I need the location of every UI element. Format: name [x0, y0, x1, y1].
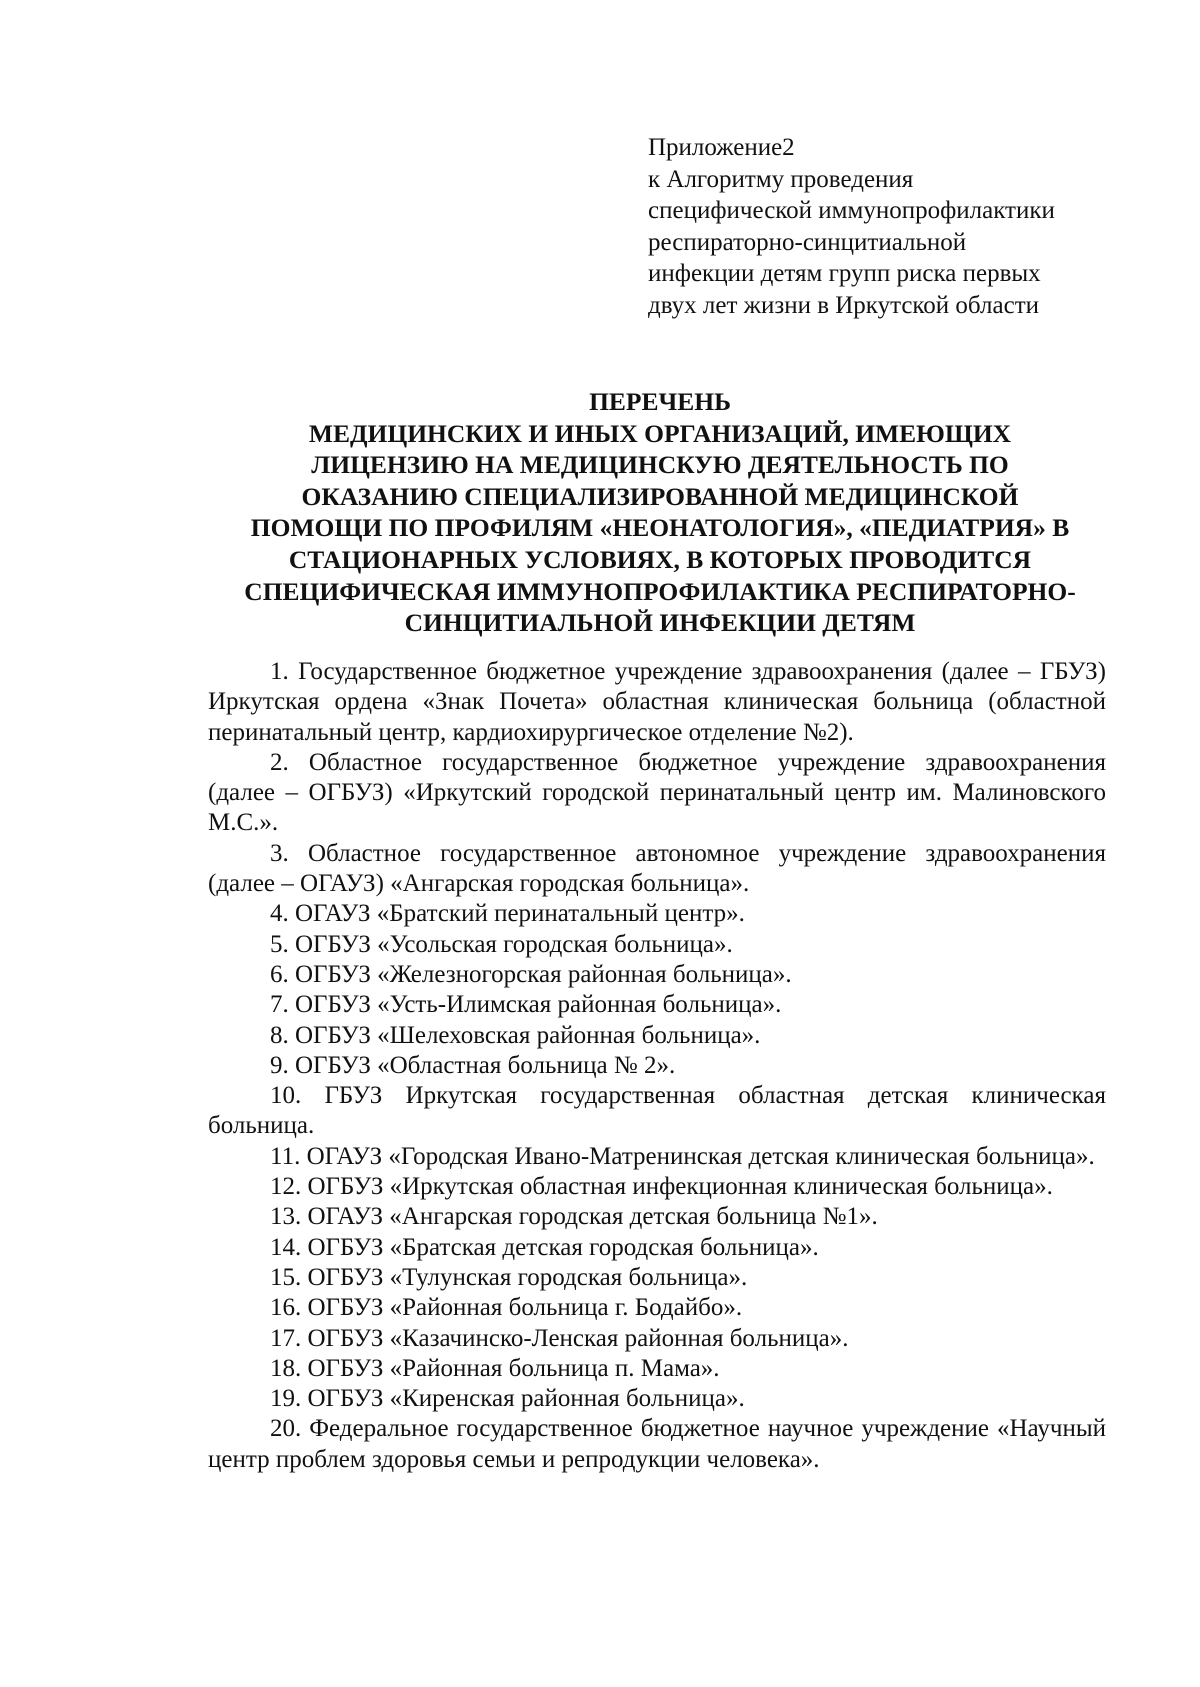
- list-item: 12. ОГБУЗ «Иркутская областная инфекционная клиническая больница».: [270, 1173, 1053, 1201]
- title-line: МЕДИЦИНСКИХ И ИНЫХ ОРГАНИЗАЦИЙ, ИМЕЮЩИХ: [308, 418, 1012, 448]
- appendix-line: к Алгоритму проведения: [648, 165, 914, 193]
- title-line: СИНЦИТИАЛЬНОЙ ИНФЕКЦИИ ДЕТЯМ: [404, 608, 916, 638]
- list-item: 14. ОГБУЗ «Братская детская городская больница».: [270, 1233, 819, 1261]
- list-item: 13. ОГАУЗ «Ангарская городская детская больница №1».: [270, 1203, 878, 1231]
- list-item: 9. ОГБУЗ «Областная больница № 2».: [270, 1051, 676, 1079]
- appendix-line: специфической иммунопрофилактики: [648, 197, 1055, 224]
- list-item: 17. ОГБУЗ «Казачинско-Ленская районная больница».: [270, 1324, 849, 1352]
- appendix-header: [648, 132, 1108, 321]
- list-item: 5. ОГБУЗ «Усольская городская больница».: [270, 930, 733, 958]
- list-item: 19. ОГБУЗ «Киренская районная больница».: [270, 1385, 745, 1413]
- list-item: 11. ОГАУЗ «Городская Ивано-Матренинская детская клиническая больница».: [270, 1142, 1095, 1170]
- list-item: 16. ОГБУЗ «Районная больница г. Бодайбо».: [270, 1294, 743, 1322]
- list-item: 3. Областное государственное автономное учреждение здравоохранения (далее – ОГАУЗ) «Ангарская городская больница».: [208, 839, 1106, 898]
- appendix-line: двух лет жизни в Иркутской области: [648, 291, 1040, 319]
- title-line: СПЕЦИФИЧЕСКАЯ ИММУНОПРОФИЛАКТИКА РЕСПИРАТОРНО-: [244, 576, 1076, 606]
- organization-list: [208, 657, 1106, 1475]
- title-line: ПЕРЕЧЕНЬ: [589, 387, 731, 416]
- list-item: 15. ОГБУЗ «Тулунская городская больница».: [270, 1263, 748, 1291]
- list-item: 2. Областное государственное бюджетное учреждение здравоохранения (далее – ОГБУЗ) «Иркутский городской перинатальный центр им. Малиновского М.С.».: [208, 748, 1106, 837]
- appendix-line: респираторно-синцитиальной: [648, 228, 967, 256]
- list-item: 4. ОГАУЗ «Братский перинатальный центр».: [270, 900, 745, 928]
- appendix-line: инфекции детям групп риска первых: [648, 260, 1041, 287]
- title-line: СТАЦИОНАРНЫХ УСЛОВИЯХ, В КОТОРЫХ ПРОВОДИТСЯ: [288, 544, 1032, 574]
- list-item: 10. ГБУЗ Иркутская государственная областная детская клиническая больница.: [208, 1082, 1106, 1140]
- document-title: [190, 386, 1130, 639]
- list-item: 20. Федеральное государственное бюджетное научное учреждение «Научный центр проблем здоровья семьи и репродукции человека».: [208, 1415, 1106, 1473]
- title-line: ЛИЦЕНЗИЮ НА МЕДИЦИНСКУЮ ДЕЯТЕЛЬНОСТЬ ПО: [311, 450, 1009, 480]
- title-line: ОКАЗАНИЮ СПЕЦИАЛИЗИРОВАННОЙ МЕДИЦИНСКОЙ: [301, 481, 1019, 511]
- list-item: 7. ОГБУЗ «Усть-Илимская районная больница».: [270, 991, 782, 1019]
- list-item: 1. Государственное бюджетное учреждение здравоохранения (далее – ГБУЗ) Иркутская ордена «Знак Почета» областная клиническая больница (областной перинатальный центр, кардиохирургическое отделение №2).: [208, 658, 1106, 746]
- list-item: 6. ОГБУЗ «Железногорская районная больница».: [270, 960, 792, 988]
- list-item: 18. ОГБУЗ «Районная больница п. Мама».: [270, 1354, 720, 1382]
- title-line: ПОМОЩИ ПО ПРОФИЛЯМ «НЕОНАТОЛОГИЯ», «ПЕДИАТРИЯ» В: [250, 513, 1070, 543]
- list-item: 8. ОГБУЗ «Шелеховская районная больница».: [270, 1021, 761, 1049]
- appendix-line: Приложение2: [648, 134, 795, 161]
